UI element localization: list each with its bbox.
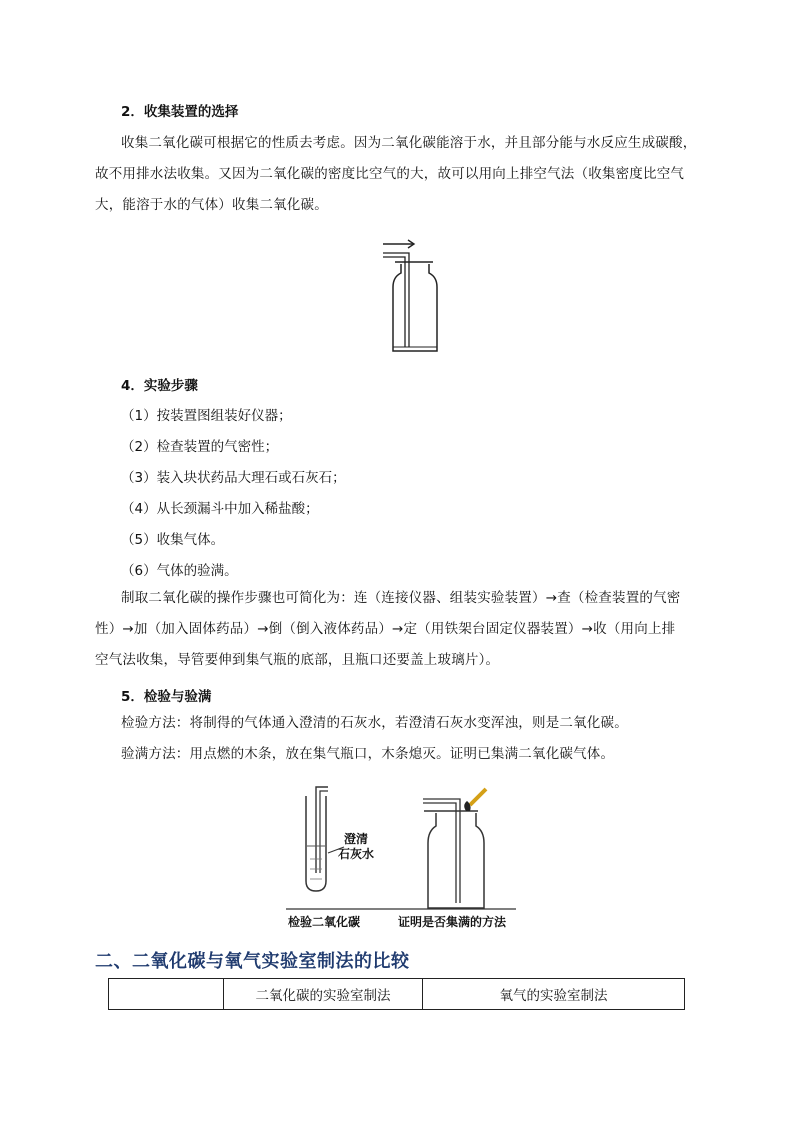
co2-test-diagram bbox=[286, 781, 516, 931]
test-method: 检验方法：将制得的气体通入澄清的石灰水，若澄清石灰水变浑浊，则是二氧化碳。 bbox=[121, 715, 628, 731]
co2-test-figure bbox=[286, 781, 516, 931]
section-title: 二、二氧化碳与氧气实验室制法的比较 bbox=[95, 951, 410, 972]
section-2-heading: 2．收集装置的选择 bbox=[121, 104, 239, 120]
summary-line-2: 性）→加（加入固体药品）→倒（倒入液体药品）→定（用铁架台固定仪器装置）→收（用向上排 bbox=[95, 621, 676, 637]
table-header-cell: 二氧化碳的实验室制法 bbox=[224, 979, 423, 1010]
lime-water-label-2: 石灰水 bbox=[338, 847, 375, 861]
full-check-method: 验满方法：用点燃的木条，放在集气瓶口，木条熄灭。证明已集满二氧化碳气体。 bbox=[121, 746, 615, 762]
table-header-row bbox=[109, 979, 685, 1010]
summary-line-3: 空气法收集，导管要伸到集气瓶的底部，且瓶口还要盖上玻璃片）。 bbox=[95, 652, 500, 668]
step-3: （3）装入块状药品大理石或石灰石； bbox=[121, 470, 346, 486]
step-6: （6）气体的验满。 bbox=[121, 563, 238, 579]
table-header-cell: 氧气的实验室制法 bbox=[423, 979, 685, 1010]
step-2: （2）检查装置的气密性； bbox=[121, 439, 279, 455]
section-4-heading: 4．实验步骤 bbox=[121, 378, 198, 394]
section-5-heading: 5．检验与验满 bbox=[121, 689, 212, 705]
table-header-cell bbox=[109, 979, 224, 1010]
lime-water-label-1: 澄清 bbox=[344, 832, 369, 846]
comparison-table bbox=[108, 978, 685, 1010]
delivery-tube-inner bbox=[320, 791, 328, 873]
step-4: （4）从长颈漏斗中加入稀盐酸； bbox=[121, 501, 319, 517]
section-2-line-3: 大，能溶于水的气体）收集二氧化碳。 bbox=[95, 197, 328, 213]
summary-line-1: 制取二氧化碳的操作步骤也可简化为：连（连接仪器、组装实验装置）→查（检查装置的气密 bbox=[121, 590, 681, 606]
burning-stick bbox=[470, 789, 486, 805]
step-1: （1）按装置图组装好仪器； bbox=[121, 408, 292, 424]
caption-full-check: 证明是否集满的方法 bbox=[398, 915, 507, 929]
gas-collection-bottle-diagram bbox=[375, 235, 450, 355]
caption-test-co2: 检验二氧化碳 bbox=[288, 915, 361, 929]
gas-bottle bbox=[393, 264, 437, 351]
step-5: （5）收集气体。 bbox=[121, 532, 225, 548]
flame bbox=[464, 801, 470, 811]
section-2-line-2: 故不用排水法收集。又因为二氧化碳的密度比空气的大，故可以用向上排空气法（收集密度比空气 bbox=[95, 166, 685, 182]
section-2-line-1: 收集二氧化碳可根据它的性质去考虑。因为二氧化碳能溶于水，并且部分能与水反应生成碳酸， bbox=[121, 135, 697, 151]
